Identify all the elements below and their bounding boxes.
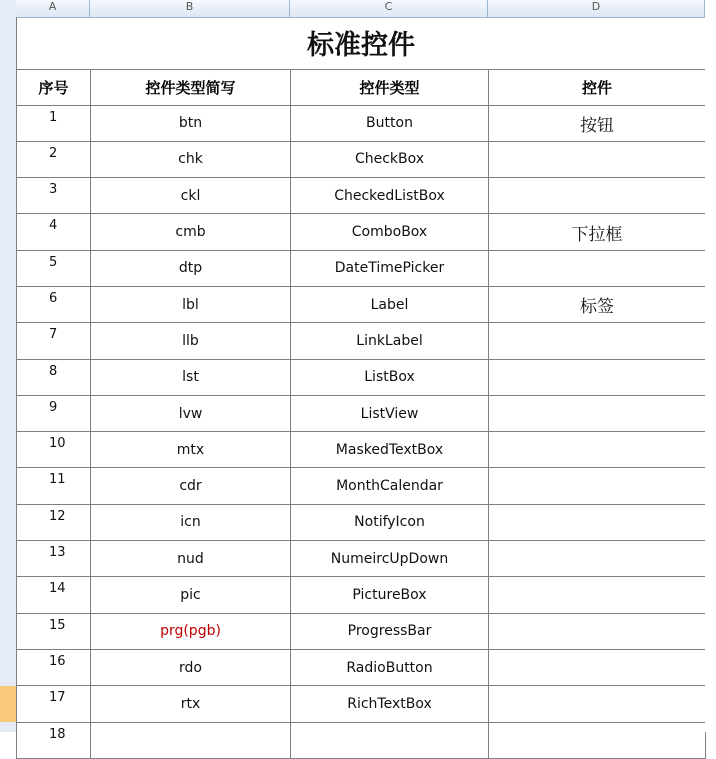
table-row bbox=[17, 178, 706, 214]
cell-type[interactable]: MaskedTextBox bbox=[291, 432, 489, 468]
cell-index[interactable]: 7 bbox=[17, 323, 91, 359]
cell-type[interactable]: ListBox bbox=[291, 359, 489, 395]
cell-index[interactable]: 16 bbox=[17, 649, 91, 685]
cell-abbr[interactable]: lvw bbox=[91, 395, 291, 431]
row-header-strip[interactable] bbox=[0, 0, 17, 732]
cell-abbr[interactable]: rdo bbox=[91, 649, 291, 685]
cell-index[interactable]: 11 bbox=[17, 468, 91, 504]
cell-control[interactable] bbox=[489, 141, 706, 177]
cell-abbr[interactable]: nud bbox=[91, 541, 291, 577]
table-row bbox=[17, 214, 706, 250]
header-type[interactable]: 控件类型 bbox=[291, 69, 489, 105]
column-header-a[interactable]: A bbox=[16, 0, 90, 17]
cell-type[interactable]: Button bbox=[291, 105, 489, 141]
cell-type[interactable]: CheckBox bbox=[291, 141, 489, 177]
table-row bbox=[17, 722, 706, 758]
header-abbr[interactable]: 控件类型简写 bbox=[91, 69, 291, 105]
cell-index[interactable]: 1 bbox=[17, 105, 91, 141]
cell-type[interactable]: ListView bbox=[291, 395, 489, 431]
cell-type[interactable]: PictureBox bbox=[291, 577, 489, 613]
cell-abbr[interactable]: prg(pgb) bbox=[91, 613, 291, 649]
cell-abbr[interactable]: ckl bbox=[91, 178, 291, 214]
table-row bbox=[17, 250, 706, 286]
header-index[interactable]: 序号 bbox=[17, 69, 91, 105]
cell-type[interactable] bbox=[291, 722, 489, 758]
column-header-b[interactable]: B bbox=[90, 0, 290, 17]
cell-index[interactable]: 6 bbox=[17, 286, 91, 322]
column-header-c[interactable]: C bbox=[290, 0, 488, 17]
cell-control[interactable] bbox=[489, 323, 706, 359]
cell-abbr[interactable]: lbl bbox=[91, 286, 291, 322]
table-row bbox=[17, 577, 706, 613]
cell-type[interactable]: RichTextBox bbox=[291, 686, 489, 722]
cell-abbr[interactable]: llb bbox=[91, 323, 291, 359]
sheet-title-cell[interactable]: 标准控件 bbox=[17, 17, 706, 69]
table-row bbox=[17, 323, 706, 359]
cell-type[interactable]: NumeircUpDown bbox=[291, 541, 489, 577]
cell-index[interactable]: 15 bbox=[17, 613, 91, 649]
cell-index[interactable]: 18 bbox=[17, 722, 91, 758]
table-row bbox=[17, 504, 706, 540]
cell-control[interactable] bbox=[489, 613, 706, 649]
cell-type[interactable]: Label bbox=[291, 286, 489, 322]
table-row bbox=[17, 686, 706, 722]
table-row bbox=[17, 141, 706, 177]
cell-index[interactable]: 8 bbox=[17, 359, 91, 395]
cell-index[interactable]: 9 bbox=[17, 395, 91, 431]
cell-type[interactable]: CheckedListBox bbox=[291, 178, 489, 214]
table-row bbox=[17, 286, 706, 322]
cell-control[interactable] bbox=[489, 432, 706, 468]
cell-type[interactable]: ComboBox bbox=[291, 214, 489, 250]
column-header-bar bbox=[16, 0, 705, 18]
cell-control[interactable] bbox=[489, 504, 706, 540]
cell-type[interactable]: ProgressBar bbox=[291, 613, 489, 649]
cell-abbr[interactable] bbox=[91, 722, 291, 758]
cell-abbr[interactable]: dtp bbox=[91, 250, 291, 286]
cell-control[interactable]: 下拉框 bbox=[489, 214, 706, 250]
table-row bbox=[17, 613, 706, 649]
column-header-d[interactable]: D bbox=[488, 0, 705, 17]
selected-row-header[interactable] bbox=[0, 686, 16, 722]
table-row bbox=[17, 105, 706, 141]
window-right-edge bbox=[705, 0, 716, 732]
cell-type[interactable]: MonthCalendar bbox=[291, 468, 489, 504]
header-row bbox=[17, 69, 706, 105]
table-row bbox=[17, 395, 706, 431]
cell-control[interactable] bbox=[489, 649, 706, 685]
cell-index[interactable]: 10 bbox=[17, 432, 91, 468]
cell-index[interactable]: 13 bbox=[17, 541, 91, 577]
cell-index[interactable]: 12 bbox=[17, 504, 91, 540]
cell-control[interactable]: 标签 bbox=[489, 286, 706, 322]
table-row bbox=[17, 359, 706, 395]
cell-abbr[interactable]: pic bbox=[91, 577, 291, 613]
cell-type[interactable]: RadioButton bbox=[291, 649, 489, 685]
cell-index[interactable]: 5 bbox=[17, 250, 91, 286]
cell-abbr[interactable]: chk bbox=[91, 141, 291, 177]
cell-control[interactable] bbox=[489, 468, 706, 504]
cell-abbr[interactable]: btn bbox=[91, 105, 291, 141]
cell-type[interactable]: LinkLabel bbox=[291, 323, 489, 359]
cell-abbr[interactable]: icn bbox=[91, 504, 291, 540]
cell-index[interactable]: 3 bbox=[17, 178, 91, 214]
cell-index[interactable]: 4 bbox=[17, 214, 91, 250]
cell-index[interactable]: 2 bbox=[17, 141, 91, 177]
table-row bbox=[17, 541, 706, 577]
cell-abbr[interactable]: mtx bbox=[91, 432, 291, 468]
cell-control[interactable]: 按钮 bbox=[489, 105, 706, 141]
cell-control[interactable] bbox=[489, 541, 706, 577]
table-row bbox=[17, 432, 706, 468]
table-row bbox=[17, 649, 706, 685]
cell-abbr[interactable]: lst bbox=[91, 359, 291, 395]
header-control[interactable]: 控件 bbox=[489, 69, 706, 105]
cell-control[interactable] bbox=[489, 250, 706, 286]
cell-control[interactable] bbox=[489, 686, 706, 722]
cell-type[interactable]: NotifyIcon bbox=[291, 504, 489, 540]
cell-abbr[interactable]: cdr bbox=[91, 468, 291, 504]
spreadsheet-table bbox=[16, 17, 706, 759]
cell-index[interactable]: 17 bbox=[17, 686, 91, 722]
cell-control[interactable] bbox=[489, 359, 706, 395]
table-row bbox=[17, 468, 706, 504]
cell-index[interactable]: 14 bbox=[17, 577, 91, 613]
cell-type[interactable]: DateTimePicker bbox=[291, 250, 489, 286]
cell-control[interactable] bbox=[489, 722, 706, 758]
cell-control[interactable] bbox=[489, 395, 706, 431]
cell-control[interactable] bbox=[489, 178, 706, 214]
cell-abbr[interactable]: rtx bbox=[91, 686, 291, 722]
cell-abbr[interactable]: cmb bbox=[91, 214, 291, 250]
cell-control[interactable] bbox=[489, 577, 706, 613]
